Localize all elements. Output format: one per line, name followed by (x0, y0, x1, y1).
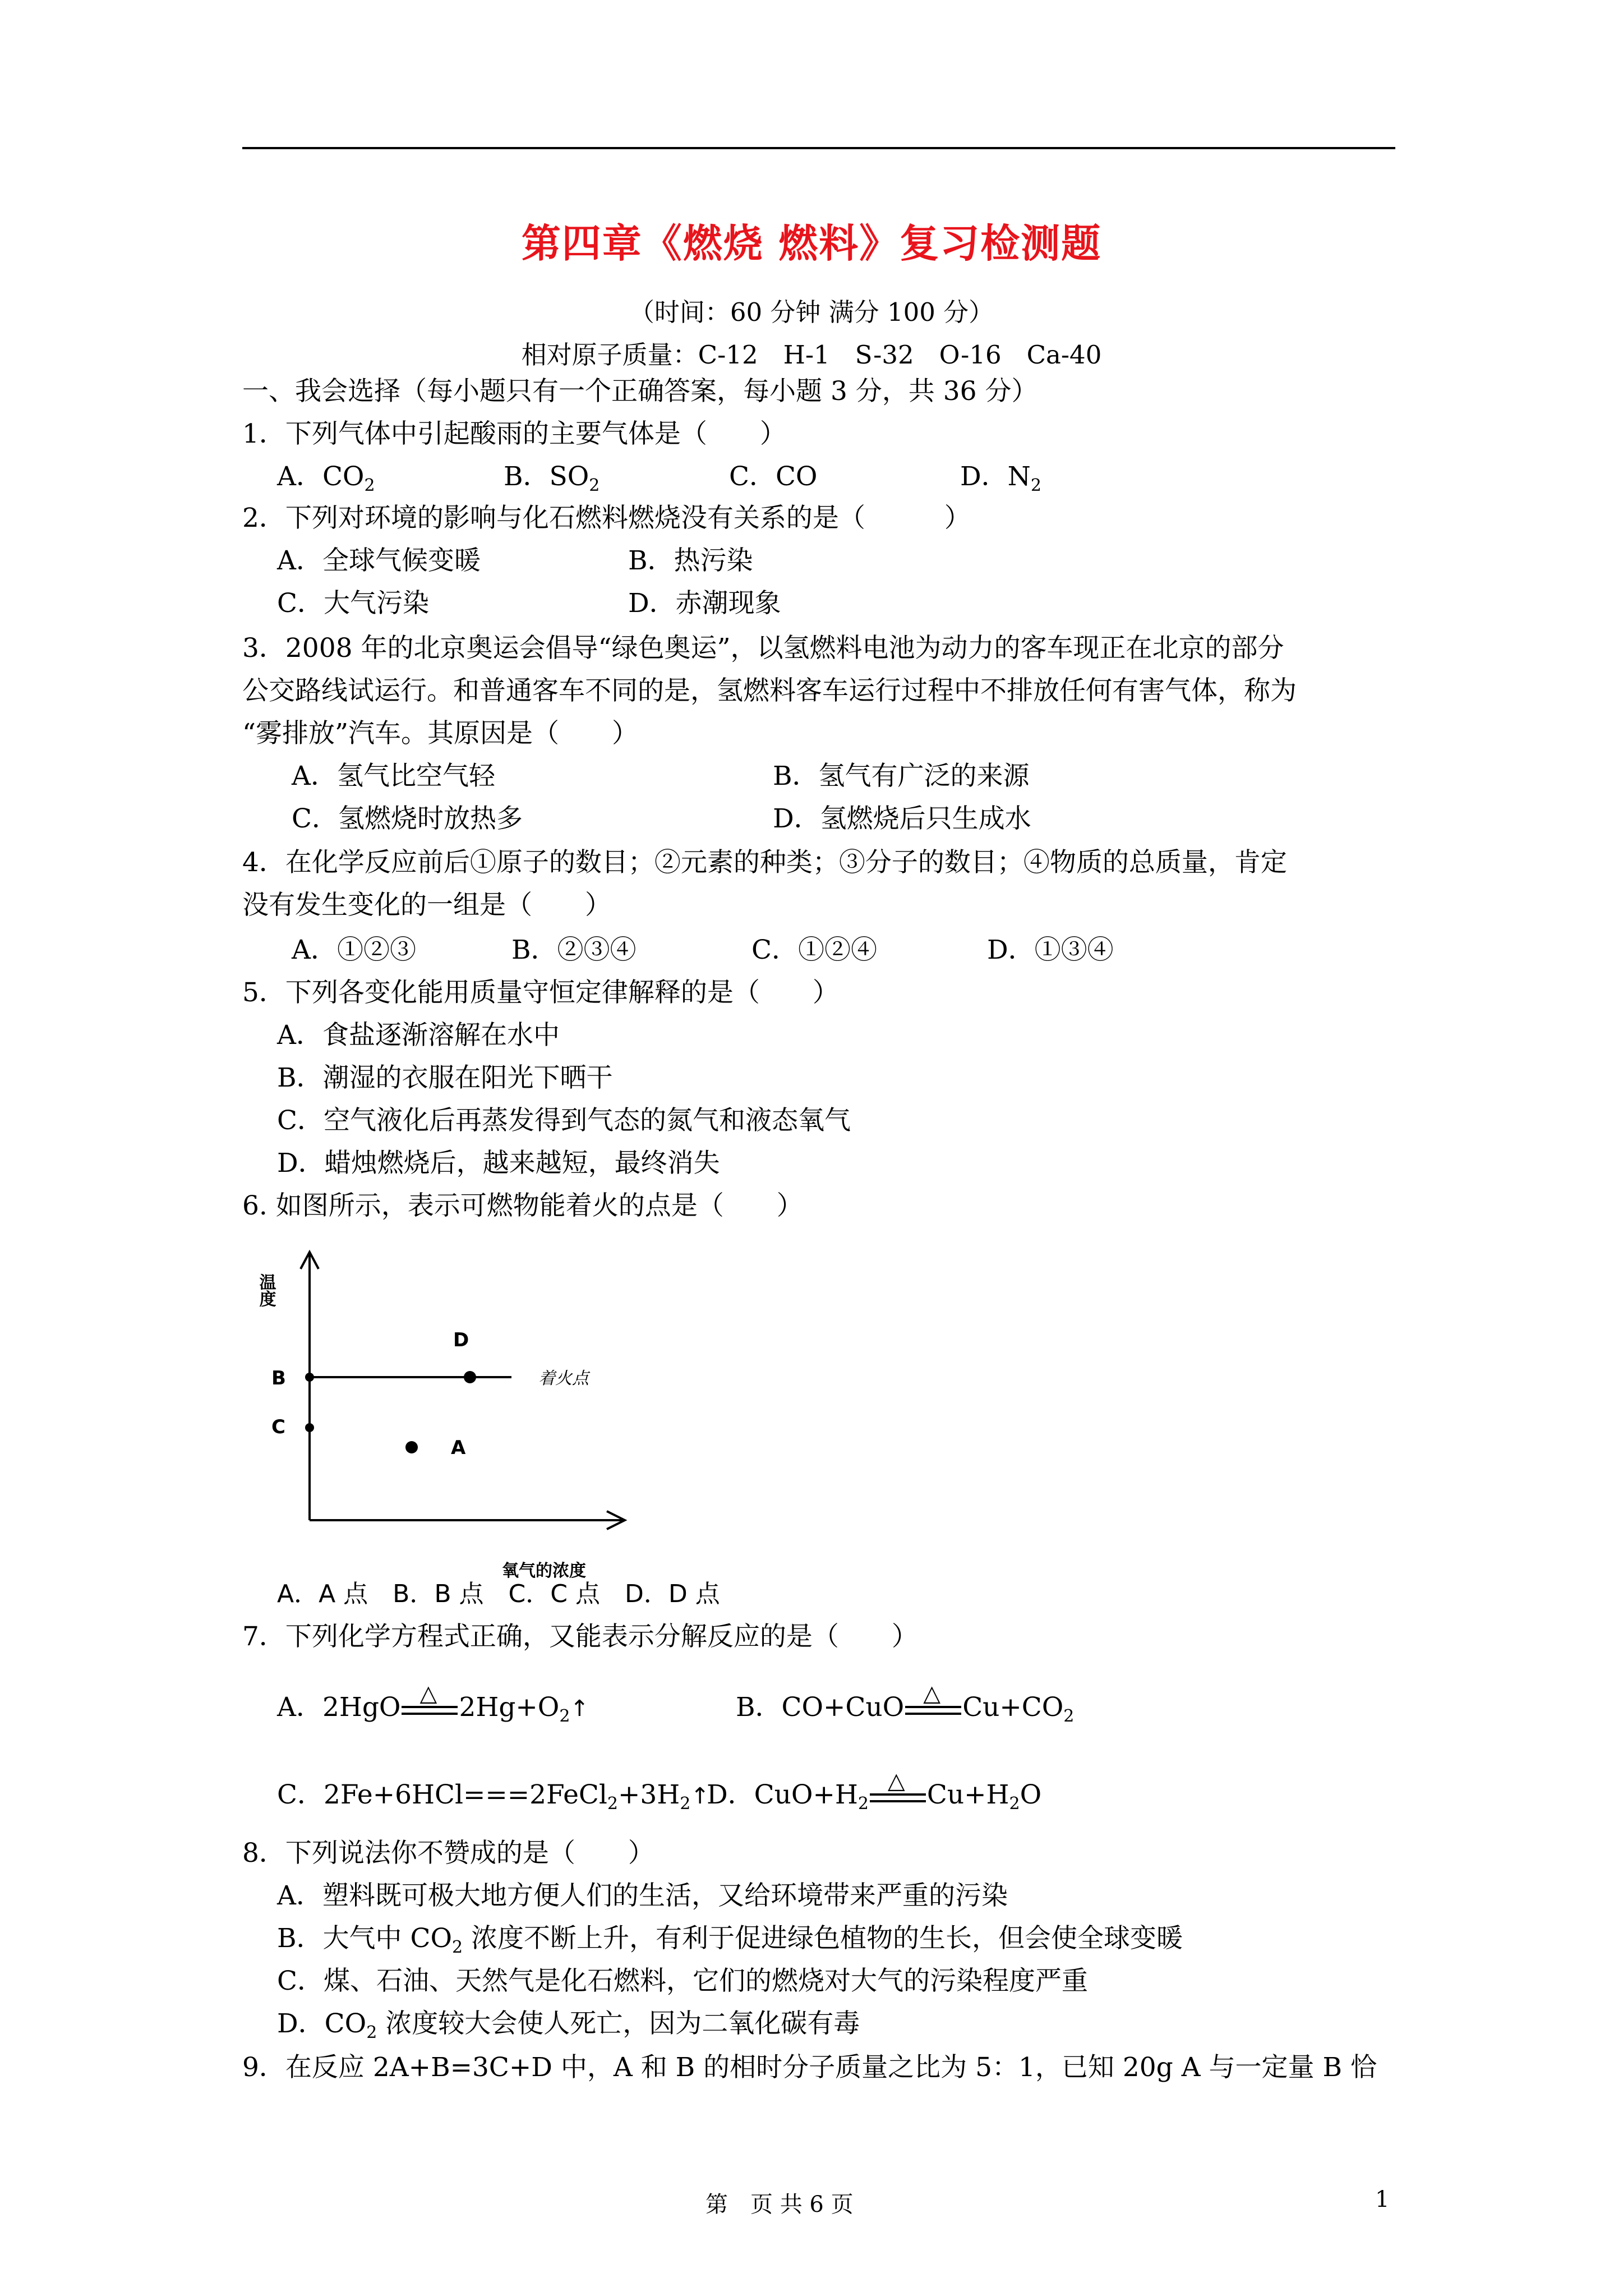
page-number: 1 (1375, 2187, 1390, 2212)
question-1: 1．下列气体中引起酸雨的主要气体是（ ） (242, 418, 786, 449)
point-b-dot (305, 1373, 314, 1382)
q8-option-c: C．煤、石油、天然气是化石燃料，它们的燃烧对大气的污染程度严重 (277, 1966, 1088, 1996)
q2-option-b: B．热污染 (628, 545, 753, 576)
time-info: （时间：60 分钟 满分 100 分） (629, 297, 994, 327)
point-c-dot (305, 1423, 314, 1432)
q8-option-a: A．塑料既可极大地方便人们的生活，又给环境带来严重的污染 (277, 1880, 1008, 1911)
heat-equals-sign: △ (402, 1698, 458, 1720)
heat-equals-sign: △ (870, 1786, 926, 1808)
q3-option-b: B．氢气有广泛的来源 (773, 761, 1030, 792)
question-3-line-2: 公交路线试运行。和普通客车不同的是，氢燃料客车运行过程中不排放任何有害气体，称为 (242, 675, 1297, 706)
q2-option-c: C．大气污染 (277, 588, 429, 619)
point-a-label: A (451, 1437, 466, 1459)
q1-option-d: D．$N_2$ (960, 461, 1041, 495)
q3-option-d: D．氢燃烧后只生成水 (773, 803, 1031, 834)
page-title: 第四章《燃烧 燃料》复习检测题 (521, 220, 1102, 266)
q7-option-a: A．2HgO △ $2Hg+O_2↑$ (277, 1681, 589, 1726)
q4-option-b: B．②③④ (511, 935, 637, 965)
gas-arrow-icon: ↑ (570, 1696, 589, 1722)
question-7: 7．下列化学方程式正确，又能表示分解反应的是（ ） (242, 1621, 918, 1652)
q5-option-d: D．蜡烛燃烧后，越来越短，最终消失 (277, 1148, 720, 1179)
y-axis-label: 温度 (256, 1273, 276, 1307)
x-axis-label: 氧气的浓度 (502, 1561, 586, 1581)
q5-option-b: B．潮湿的衣服在阳光下晒干 (277, 1062, 613, 1093)
header-rule (242, 147, 1395, 149)
q4-option-c: C．①②④ (751, 935, 877, 965)
q6-options: A．A 点 B．B 点 C．C 点 D．D 点 (277, 1580, 720, 1608)
q7-option-c: C．$2Fe+6HCl===2FeCl_2+3H_2↑$ (277, 1779, 709, 1814)
ignition-diagram (247, 1240, 651, 1581)
point-b-label: B (271, 1367, 286, 1389)
point-d-dot (464, 1371, 476, 1383)
question-3-line-3: “雾排放”汽车。其原因是（ ） (242, 718, 639, 749)
q1-option-b: B．$SO_2$ (504, 461, 600, 495)
point-d-label: D (453, 1329, 469, 1351)
q8-option-b: B．大气中 $CO_2$ 浓度不断上升，有利于促进绿色植物的生长，但会使全球变暖 (277, 1923, 1183, 1957)
question-9-line-1: 9．在反应 2A+B=3C+D 中，A 和 B 的相时分子质量之比为 5：1，已知 20g A 与一定量 B 恰 (242, 2052, 1377, 2083)
q3-option-c: C．氢燃烧时放热多 (292, 803, 523, 834)
question-8: 8．下列说法你不赞成的是（ ） (242, 1838, 654, 1869)
q4-option-a: A．①②③ (292, 935, 416, 965)
page-footer: 第 页 共 6 页 (706, 2192, 854, 2217)
section-heading: 一、我会选择（每小题只有一个正确答案，每小题 3 分，共 36 分） (242, 376, 1038, 407)
q2-option-d: D．赤潮现象 (628, 588, 781, 619)
atomic-mass-info: 相对原子质量：C-12 H-1 S-32 O-16 Ca-40 (521, 340, 1102, 370)
q7-option-d: D．$CuO+H_2$ △ $Cu+H_2O$ (707, 1768, 1042, 1814)
question-2: 2．下列对环境的影响与化石燃料燃烧没有关系的是（ ） (242, 503, 971, 533)
ignition-line-label: 着火点 (538, 1369, 589, 1388)
point-a-dot (405, 1441, 418, 1453)
q5-option-a: A．食盐逐渐溶解在水中 (277, 1020, 560, 1051)
gas-arrow-icon: ↑ (690, 1783, 709, 1809)
q7-option-b: B．CO+CuO △ $Cu+CO_2$ (736, 1681, 1075, 1726)
q1-option-a: A．$CO_2$ (277, 461, 375, 495)
question-3-line-1: 3．2008 年的北京奥运会倡导“绿色奥运”，以氢燃料电池为动力的客车现正在北京的部分 (242, 633, 1284, 664)
q5-option-c: C．空气液化后再蒸发得到气态的氮气和液态氧气 (277, 1105, 851, 1136)
q1-option-c: C．CO (729, 461, 818, 492)
q8-option-d: D．$CO_2$ 浓度较大会使人死亡，因为二氧化碳有毒 (277, 2008, 860, 2042)
heat-equals-sign: △ (905, 1698, 961, 1720)
point-c-label: C (271, 1416, 285, 1438)
q3-option-a: A．氢气比空气轻 (292, 761, 495, 792)
question-6: 6. 如图所示，表示可燃物能着火的点是（ ） (242, 1190, 803, 1221)
question-4-line-1: 4．在化学反应前后①原子的数目；②元素的种类；③分子的数目；④物质的总质量，肯定 (242, 847, 1287, 878)
q4-option-d: D．①③④ (987, 935, 1114, 965)
question-5: 5．下列各变化能用质量守恒定律解释的是（ ） (242, 977, 839, 1008)
question-4-line-2: 没有发生变化的一组是（ ） (242, 890, 611, 921)
q2-option-a: A．全球气候变暖 (277, 545, 481, 576)
